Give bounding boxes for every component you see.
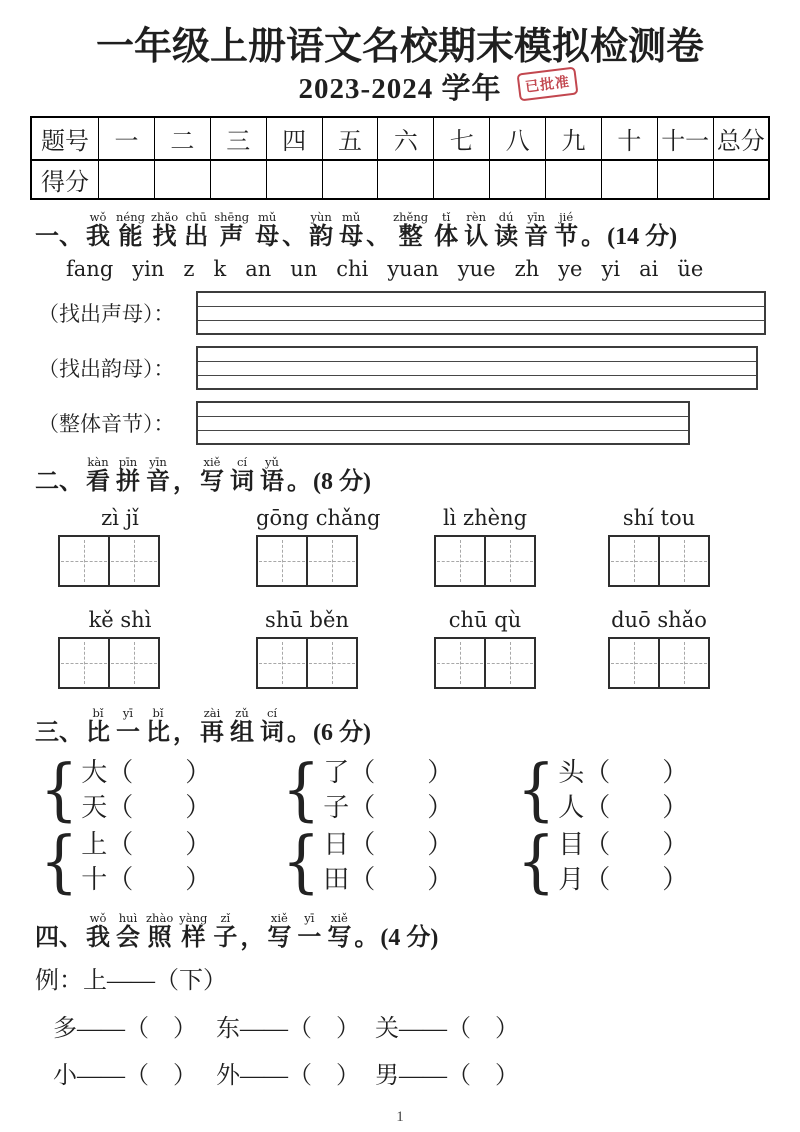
score-cell bbox=[546, 160, 602, 199]
pinyin-writing-grid-zhengti bbox=[196, 401, 690, 445]
section2-heading bbox=[35, 454, 770, 495]
score-cell bbox=[490, 160, 546, 199]
pinyin-word: gōng chǎng bbox=[256, 505, 381, 530]
tian-cell bbox=[658, 537, 708, 585]
pair-word-top: 目（ ） bbox=[558, 829, 689, 859]
tian-cell bbox=[258, 639, 306, 687]
pinyin-word: chū qù bbox=[448, 607, 522, 632]
score-row-label: 得分 bbox=[31, 160, 99, 199]
ruby-char: 。 bbox=[287, 719, 311, 746]
ruby-char: 写xiě bbox=[200, 454, 224, 495]
ruby-char: 词cí bbox=[230, 454, 254, 495]
tianzige-box bbox=[256, 637, 358, 689]
tian-cell bbox=[306, 537, 356, 585]
tianzige-box bbox=[58, 535, 160, 587]
pinyin-writing-grid-shengmu bbox=[196, 291, 766, 335]
section4-number: 四、 bbox=[35, 924, 83, 951]
ruby-char: 子zǐ bbox=[213, 910, 238, 951]
score-table-col: 四 bbox=[266, 117, 322, 160]
antonym-item: 男——（ ） bbox=[375, 1062, 519, 1089]
ruby-char: 再zài bbox=[200, 705, 224, 746]
tian-cell bbox=[436, 639, 484, 687]
syllable-item: z bbox=[183, 256, 195, 281]
score-table-col: 六 bbox=[378, 117, 434, 160]
grid-line-row bbox=[198, 348, 756, 362]
pinyin-word: duō shǎo bbox=[611, 607, 707, 632]
ruby-char: 、 bbox=[282, 223, 307, 250]
antonym-items-row-1 bbox=[30, 1008, 770, 1042]
syllable-item: zh bbox=[514, 256, 540, 281]
ruby-char: 会huì bbox=[116, 910, 140, 951]
score-table-corner: 题号 bbox=[31, 117, 99, 160]
ruby-char: 韵yùn bbox=[309, 209, 334, 250]
answer-row-yunmu bbox=[30, 346, 770, 390]
ruby-char: 母mǔ bbox=[255, 209, 280, 250]
subtitle-row bbox=[30, 72, 770, 108]
tianzige-box bbox=[608, 535, 710, 587]
brace-icon: { bbox=[517, 750, 556, 829]
section1-title-ruby bbox=[83, 209, 606, 250]
page-number: 1 bbox=[396, 1108, 404, 1125]
syllable-item: fang bbox=[66, 256, 114, 281]
ruby-char: 一yī bbox=[297, 910, 322, 951]
syllable-item: ai bbox=[639, 256, 659, 281]
word-pair bbox=[517, 750, 689, 829]
page-title: 一年级上册语文名校期末模拟检测卷 bbox=[95, 26, 704, 68]
ruby-char: 照zhào bbox=[146, 910, 174, 951]
ruby-char: 我wǒ bbox=[86, 910, 110, 951]
syllable-item: k bbox=[213, 256, 227, 281]
tian-cell bbox=[60, 537, 108, 585]
pair-word-bottom: 十（ ） bbox=[81, 864, 212, 894]
score-table-col: 十一 bbox=[657, 117, 713, 160]
pinyin-word: lì zhèng bbox=[442, 505, 528, 530]
tian-cell bbox=[610, 639, 658, 687]
section3-title-ruby bbox=[83, 705, 311, 746]
section3-points: (6 分) bbox=[313, 719, 371, 746]
score-table-col: 三 bbox=[210, 117, 266, 160]
pair-word-bottom: 子（ ） bbox=[323, 792, 454, 822]
tian-cell bbox=[258, 537, 306, 585]
score-table-col: 九 bbox=[546, 117, 602, 160]
ruby-char: 。 bbox=[354, 924, 379, 951]
score-table-col: 二 bbox=[154, 117, 210, 160]
score-table-col: 七 bbox=[434, 117, 490, 160]
pinyin-word: kě shì bbox=[88, 607, 152, 632]
score-table-col: 八 bbox=[490, 117, 546, 160]
word-unit bbox=[608, 608, 710, 689]
syllable-item: yue bbox=[457, 256, 496, 281]
compare-pairs-grid bbox=[30, 750, 770, 901]
section2-number: 二、 bbox=[35, 468, 83, 495]
ruby-char: 写xiě bbox=[267, 910, 292, 951]
antonym-items-row-2 bbox=[30, 1055, 770, 1089]
antonym-item: 小——（ ） bbox=[53, 1062, 197, 1089]
section3-heading bbox=[35, 705, 770, 746]
approved-stamp: 已批准 bbox=[517, 66, 579, 101]
word-unit bbox=[58, 608, 160, 689]
pair-word-bottom: 天（ ） bbox=[81, 792, 212, 822]
score-table-score-row bbox=[31, 160, 769, 199]
grid-line-row bbox=[198, 362, 756, 376]
pinyin-word-row-2 bbox=[30, 608, 770, 692]
ruby-char: 、 bbox=[366, 223, 391, 250]
pair-word-bottom: 月（ ） bbox=[558, 864, 689, 894]
ruby-char: 语yǔ bbox=[260, 454, 284, 495]
tianzige-box bbox=[58, 637, 160, 689]
tianzige-box bbox=[256, 535, 358, 587]
score-table bbox=[30, 116, 770, 200]
syllable-item: yin bbox=[132, 256, 165, 281]
ruby-char: 整zhěng bbox=[393, 209, 429, 250]
word-unit bbox=[608, 506, 710, 587]
grid-line-row bbox=[198, 307, 764, 321]
answer-row-shengmu bbox=[30, 291, 770, 335]
word-pair bbox=[517, 822, 689, 901]
grid-line-row bbox=[198, 403, 688, 417]
tian-cell bbox=[108, 639, 158, 687]
ruby-char: 一yī bbox=[116, 705, 140, 746]
section2-points: (8 分) bbox=[313, 468, 371, 495]
grid-line-row bbox=[198, 321, 764, 334]
ruby-char: 。 bbox=[287, 468, 311, 495]
pair-word-top: 日（ ） bbox=[323, 829, 454, 859]
pinyin-word: zì jǐ bbox=[101, 505, 139, 530]
score-cell bbox=[99, 160, 155, 199]
ruby-char: 比bǐ bbox=[146, 705, 170, 746]
tian-cell bbox=[60, 639, 108, 687]
ruby-char: 母mǔ bbox=[339, 209, 364, 250]
brace-icon: { bbox=[40, 822, 79, 901]
ruby-char: 比bǐ bbox=[86, 705, 110, 746]
word-unit bbox=[58, 506, 160, 587]
pair-word-bottom: 人（ ） bbox=[558, 792, 689, 822]
ruby-char: 音yīn bbox=[146, 454, 170, 495]
syllable-item: un bbox=[290, 256, 318, 281]
ruby-char: ， bbox=[173, 719, 197, 746]
ruby-char: 认rèn bbox=[464, 209, 489, 250]
ruby-char: 看kàn bbox=[86, 454, 110, 495]
score-table-col: 一 bbox=[99, 117, 155, 160]
brace-icon: { bbox=[517, 822, 556, 901]
syllable-item: üe bbox=[677, 256, 704, 281]
antonym-item: 外——（ ） bbox=[216, 1062, 360, 1089]
pinyin-word: shí tou bbox=[622, 505, 696, 530]
ruby-char: ， bbox=[173, 468, 197, 495]
section4-title-ruby bbox=[83, 910, 379, 951]
tian-cell bbox=[436, 537, 484, 585]
score-cell bbox=[601, 160, 657, 199]
antonym-item: 多——（ ） bbox=[53, 1015, 197, 1042]
ruby-char: ， bbox=[240, 924, 265, 951]
word-unit bbox=[256, 505, 381, 587]
word-pair bbox=[40, 750, 212, 829]
tian-cell bbox=[610, 537, 658, 585]
section4-points: (4 分) bbox=[380, 924, 439, 951]
tianzige-box bbox=[608, 637, 710, 689]
score-cell bbox=[154, 160, 210, 199]
ruby-char: 拼pīn bbox=[116, 454, 140, 495]
section1-number: 一、 bbox=[35, 223, 83, 250]
pair-word-top: 大（ ） bbox=[81, 757, 212, 787]
score-table-col: 总分 bbox=[713, 117, 769, 160]
score-table-col: 十 bbox=[601, 117, 657, 160]
score-cell bbox=[322, 160, 378, 199]
word-unit bbox=[256, 608, 358, 689]
section3-number: 三、 bbox=[35, 719, 83, 746]
score-cell bbox=[713, 160, 769, 199]
ruby-char: 样yàng bbox=[179, 910, 208, 951]
school-year-subtitle: 2023-2024 学年 bbox=[298, 72, 502, 105]
ruby-char: 找zhǎo bbox=[150, 209, 179, 250]
syllable-item: ye bbox=[558, 256, 583, 281]
tian-cell bbox=[484, 639, 534, 687]
ruby-char: 。 bbox=[581, 223, 606, 250]
pair-word-top: 头（ ） bbox=[558, 757, 689, 787]
tian-cell bbox=[658, 639, 708, 687]
section1-syllable-list bbox=[66, 257, 770, 281]
pair-word-top: 上（ ） bbox=[81, 829, 212, 859]
section2-title-ruby bbox=[83, 454, 311, 495]
score-table-header-row bbox=[31, 117, 769, 160]
ruby-char: 能néng bbox=[116, 209, 145, 250]
pinyin-writing-grid-yunmu bbox=[196, 346, 758, 390]
answer-row-zhengti bbox=[30, 401, 770, 445]
score-cell bbox=[266, 160, 322, 199]
syllable-item: yuan bbox=[387, 256, 439, 281]
tianzige-box bbox=[434, 637, 536, 689]
antonym-item: 关——（ ） bbox=[375, 1015, 519, 1042]
section4-heading bbox=[35, 910, 770, 951]
tian-cell bbox=[306, 639, 356, 687]
ruby-char: 体tǐ bbox=[434, 209, 459, 250]
brace-icon: { bbox=[40, 750, 79, 829]
answer-label-yunmu: （找出韵母）： bbox=[38, 356, 175, 381]
section1-points: (14 分) bbox=[607, 223, 678, 250]
ruby-char: 我wǒ bbox=[86, 209, 110, 250]
ruby-char: 声shēng bbox=[214, 209, 250, 250]
word-pair bbox=[282, 750, 454, 829]
tianzige-box bbox=[434, 535, 536, 587]
ruby-char: 节jié bbox=[554, 209, 579, 250]
syllable-item: yi bbox=[601, 256, 621, 281]
ruby-char: 读dú bbox=[494, 209, 519, 250]
ruby-char: 写xiě bbox=[327, 910, 352, 951]
word-unit bbox=[434, 608, 536, 689]
word-unit bbox=[434, 506, 536, 587]
grid-line-row bbox=[198, 431, 688, 444]
brace-icon: { bbox=[282, 750, 321, 829]
grid-line-row bbox=[198, 417, 688, 431]
answer-label-zhengti: （整体音节）： bbox=[38, 411, 175, 436]
brace-icon: { bbox=[282, 822, 321, 901]
score-cell bbox=[210, 160, 266, 199]
ruby-char: 出chū bbox=[184, 209, 209, 250]
pair-word-bottom: 田（ ） bbox=[323, 864, 454, 894]
example-line: 例：上——（下） bbox=[35, 967, 227, 994]
answer-label-shengmu: （找出声母）： bbox=[38, 301, 175, 326]
word-pair bbox=[282, 822, 454, 901]
score-cell bbox=[378, 160, 434, 199]
pair-word-top: 了（ ） bbox=[323, 757, 454, 787]
grid-line-row bbox=[198, 376, 756, 389]
ruby-char: 音yīn bbox=[524, 209, 549, 250]
grid-line-row bbox=[198, 293, 764, 307]
score-cell bbox=[434, 160, 490, 199]
word-pair bbox=[40, 822, 212, 901]
pinyin-word-row-1 bbox=[30, 506, 770, 590]
antonym-item: 东——（ ） bbox=[216, 1015, 360, 1042]
section1-heading bbox=[35, 209, 770, 250]
pinyin-word: shū běn bbox=[265, 607, 349, 632]
syllable-item: chi bbox=[336, 256, 369, 281]
score-cell bbox=[657, 160, 713, 199]
tian-cell bbox=[484, 537, 534, 585]
ruby-char: 组zǔ bbox=[230, 705, 254, 746]
ruby-char: 词cí bbox=[260, 705, 284, 746]
syllable-item: an bbox=[245, 256, 272, 281]
tian-cell bbox=[108, 537, 158, 585]
score-table-col: 五 bbox=[322, 117, 378, 160]
